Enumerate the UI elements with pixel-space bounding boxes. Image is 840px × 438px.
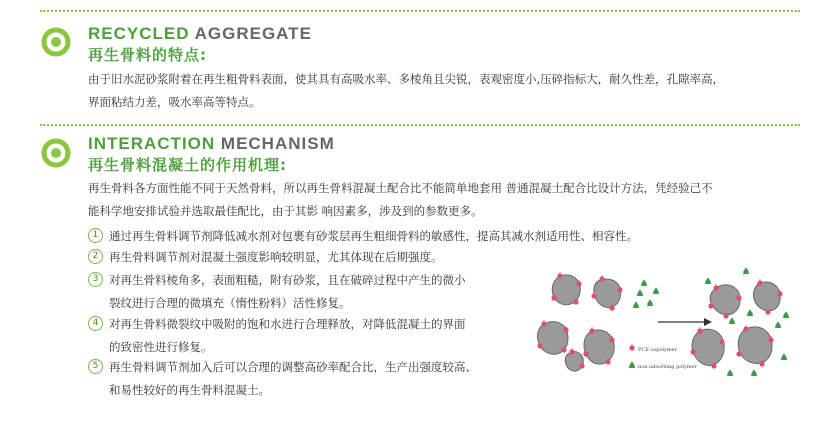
legend-pce-icon	[629, 344, 634, 351]
item-text-3a: 对再生骨料棱角多，表面粗糙，附有砂浆，且在破碎过程中产生的微小	[109, 273, 466, 287]
section1-body-line1: 由于旧水泥砂浆附着在再生粗骨料表面，使其具有高吸水率、多棱角且尖锐，表观密度小,压碎指标大，耐久性差，孔隙率高，	[88, 72, 725, 86]
section1-title-en-gray: AGGREGATE	[194, 24, 312, 43]
item-text-4b: 的致密性进行修复。	[109, 340, 213, 354]
top-divider	[40, 10, 800, 12]
item-number-5: 5	[88, 359, 103, 374]
section2-title-en-gray: MECHANISM	[220, 134, 335, 153]
diagram-legend	[629, 344, 697, 370]
section1-title-cn: 再生骨料的特点:	[88, 46, 207, 64]
section2-intro	[88, 177, 713, 223]
list-item-3	[88, 269, 466, 315]
legend-pce-label: PCE copolymer	[638, 347, 677, 353]
item-text-2: 再生骨料调节剂对混凝土强度影响较明显，尤其体现在后期强度。	[109, 250, 443, 264]
aggregate-particles-before	[537, 275, 620, 371]
section1-title-en	[88, 24, 312, 44]
section1-ring-icon	[41, 27, 71, 57]
middle-divider	[40, 124, 800, 126]
item-text-3b: 裂纹进行合理的微填充（惰性粉料）活性修复。	[109, 296, 351, 310]
list-item-2	[88, 246, 443, 269]
item-number-2: 2	[88, 249, 103, 264]
section1-body-line2: 界面粘结力差，吸水率高等特点。	[88, 95, 261, 109]
section2-title-en	[88, 134, 335, 154]
list-item-5	[88, 356, 477, 402]
section2-ring-icon	[41, 138, 71, 168]
section1-title-en-green: RECYCLED	[88, 24, 190, 43]
legend-non-adsorbing-label: non-adsorbing polymer	[638, 364, 697, 370]
item-text-4a: 对再生骨料微裂纹中吸附的饱和水进行合理释放，对降低混凝土的界面	[109, 317, 466, 331]
section2-title-en-green: INTERACTION	[88, 134, 216, 153]
item-text-1: 通过再生骨料调节剂降低减水剂对包裹有砂浆层再生粗细骨料的敏感性，提高其减水剂适用性、相容性。	[109, 229, 638, 243]
item-text-5b: 和易性较好的再生骨料混凝土。	[109, 383, 270, 397]
list-item-4	[88, 313, 466, 359]
section1-body	[88, 68, 724, 114]
section2-intro-line2: 能科学地安排试验并选取最佳配比，由于其影 响因素多，涉及到的参数更多。	[88, 204, 483, 218]
item-text-5a: 再生骨料调节剂加入后可以合理的调整高砂率配合比，生产出强度较高、	[109, 360, 477, 374]
item-number-4: 4	[88, 316, 103, 331]
list-item-1	[88, 225, 638, 248]
section2-title-cn: 再生骨料混凝土的作用机理:	[88, 156, 287, 174]
mechanism-diagram	[532, 262, 800, 384]
item-number-1: 1	[88, 228, 103, 243]
legend-non-adsorbing-icon	[629, 362, 635, 368]
item-number-3: 3	[88, 272, 103, 287]
section2-intro-line1: 再生骨料各方面性能不同于天然骨料，所以再生骨料混凝土配合比不能简单地套用 普通混凝土配合比设计方法，凭经验己不	[88, 181, 713, 195]
non-adsorbing-polymer-marks	[633, 280, 659, 308]
transition-arrow-icon	[658, 318, 712, 326]
